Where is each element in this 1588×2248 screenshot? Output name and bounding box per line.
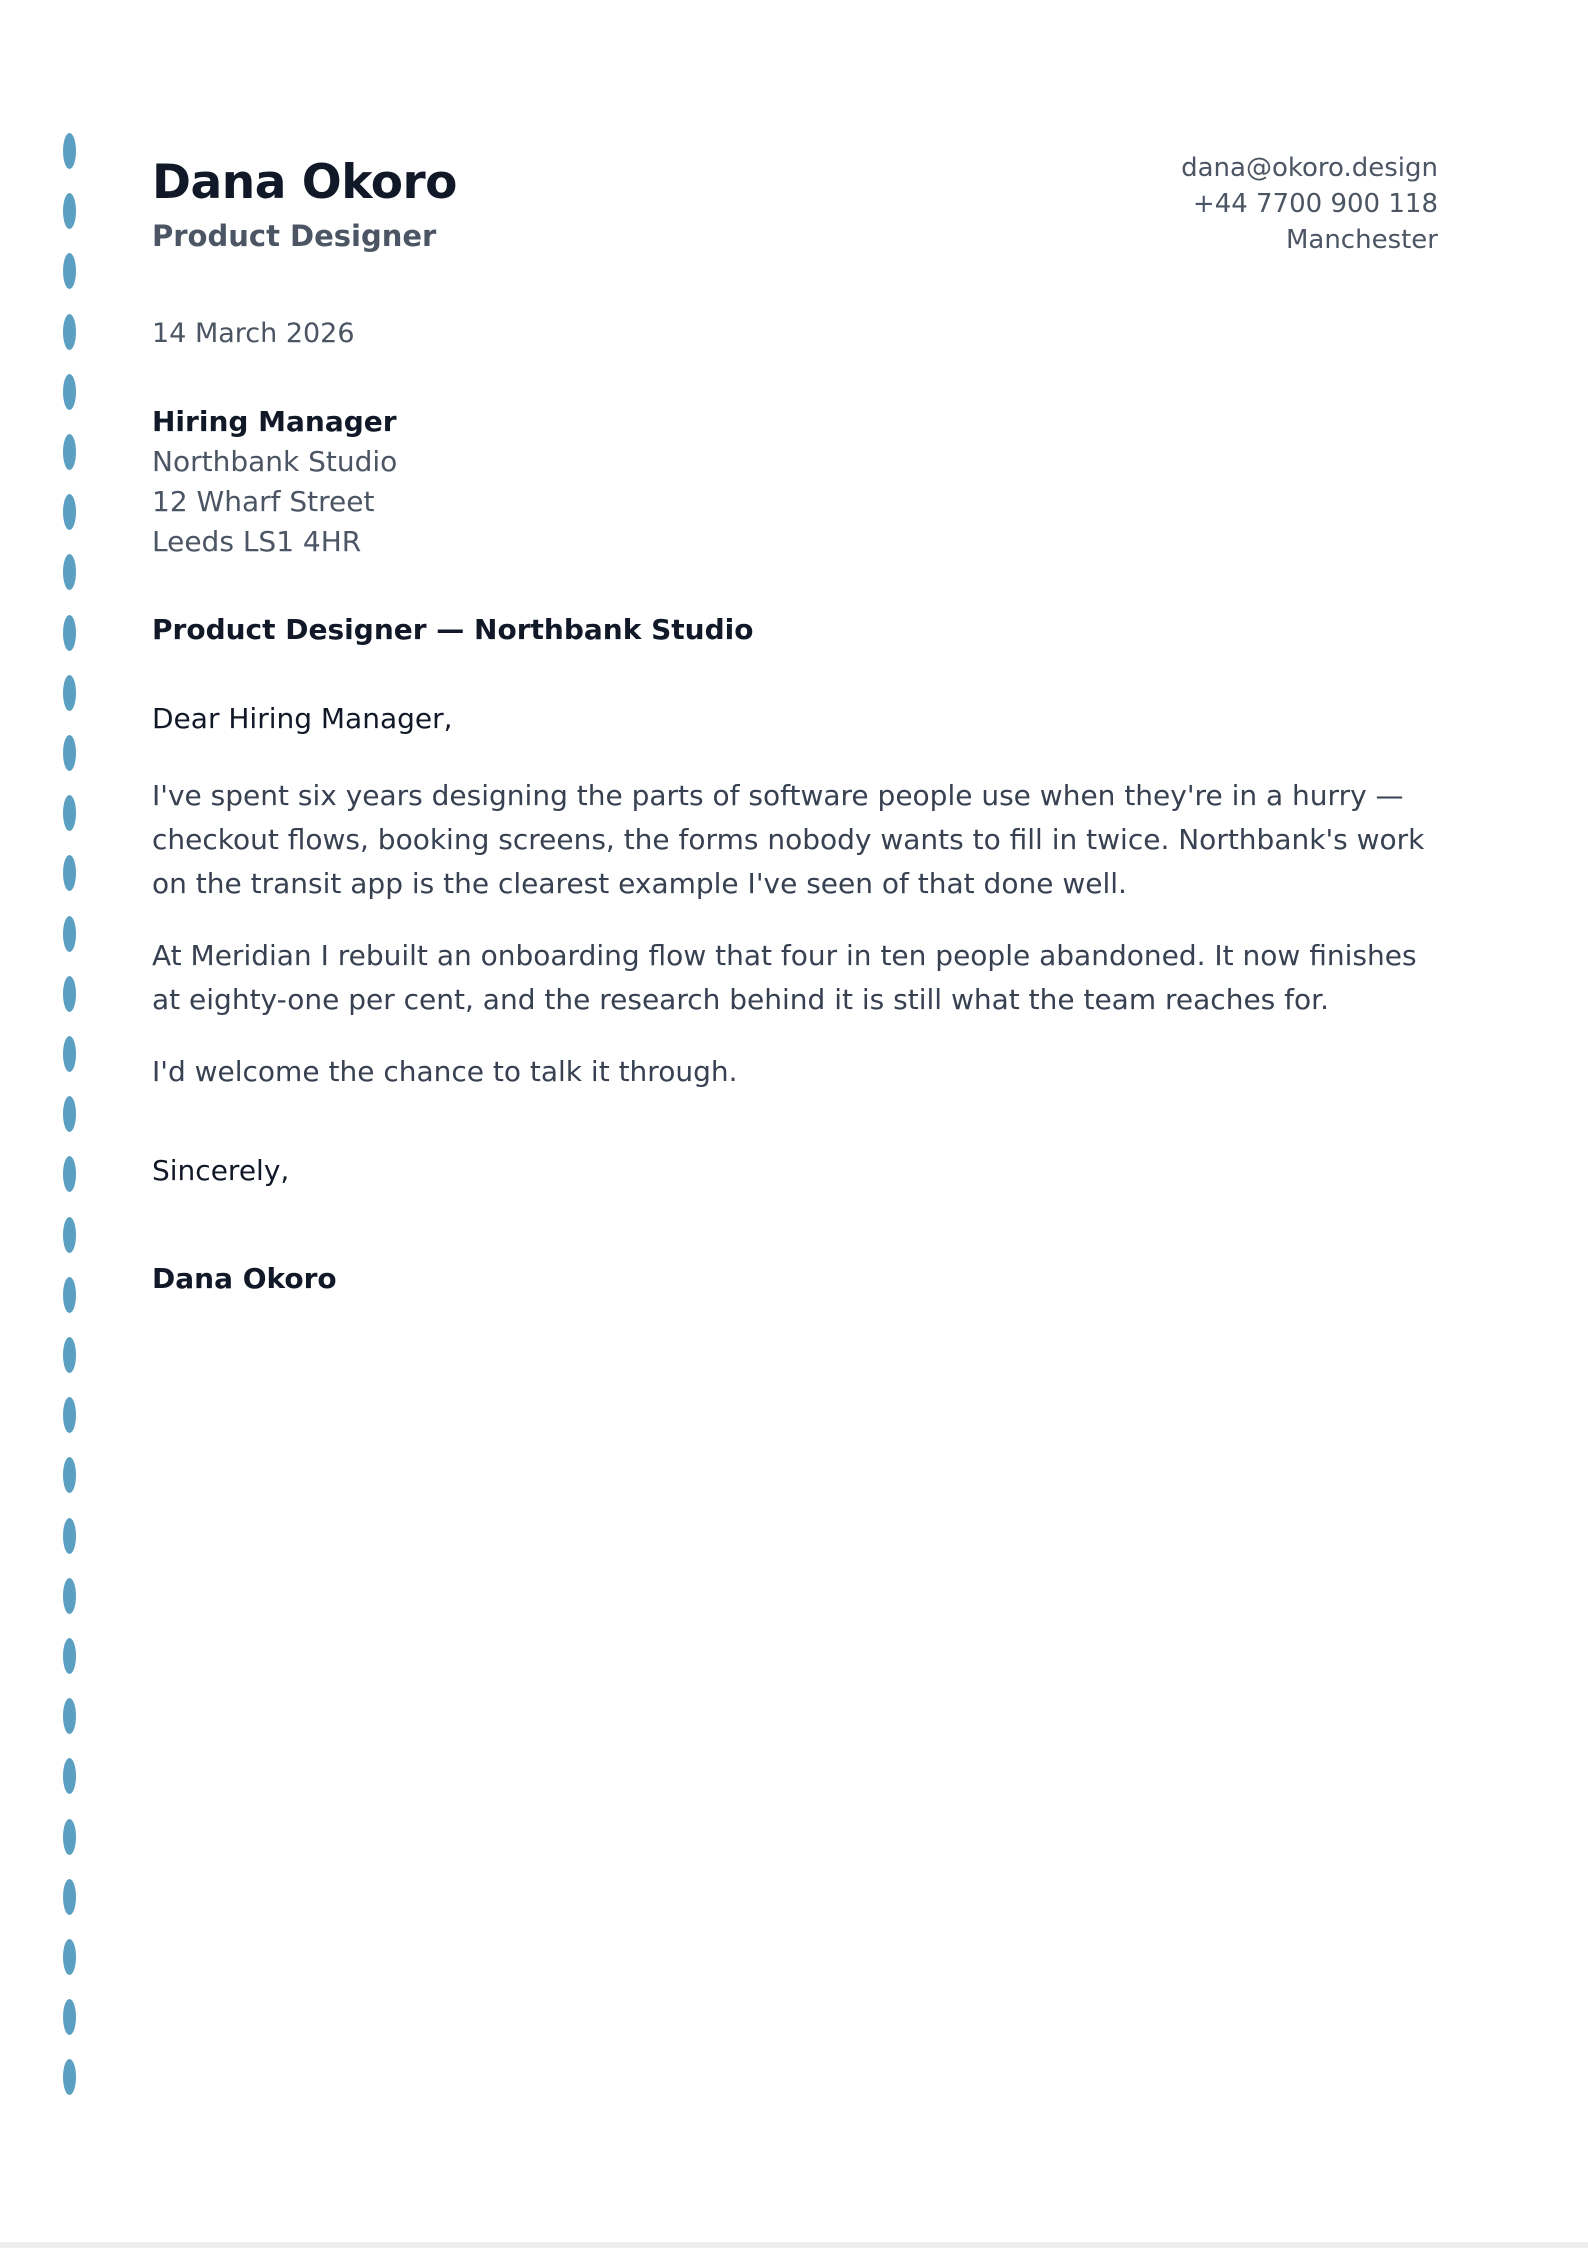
border-dot (63, 1156, 76, 1192)
border-dot (63, 1217, 76, 1253)
border-dot (63, 976, 76, 1012)
sender-phone: +44 7700 900 118 (1192, 189, 1438, 219)
border-dot (63, 1397, 76, 1433)
decorative-dot-border (63, 133, 77, 2113)
recipient-city: Leeds LS1 4HR (152, 525, 362, 558)
border-dot (63, 1578, 76, 1614)
border-dot (63, 494, 76, 530)
border-dot (63, 2059, 76, 2095)
letter-subject: Product Designer — Northbank Studio (152, 613, 754, 646)
border-dot (63, 434, 76, 470)
border-dot (63, 1277, 76, 1313)
letter-date: 14 March 2026 (152, 318, 355, 349)
border-dot (63, 675, 76, 711)
border-dot (63, 133, 76, 169)
body-paragraph: At Meridian I rebuilt an onboarding flow that four in ten people abandoned. It now finishes at eighty-one per cent, and the research behind it is still what the team reaches for. (152, 939, 1417, 1016)
recipient-company: Northbank Studio (152, 445, 398, 478)
border-dot (63, 795, 76, 831)
border-dot (63, 1638, 76, 1674)
border-dot (63, 1879, 76, 1915)
border-dot (63, 1939, 76, 1975)
sender-contact (1181, 150, 1438, 258)
border-dot (63, 1457, 76, 1493)
border-dot (63, 554, 76, 590)
border-dot (63, 1096, 76, 1132)
signature: Dana Okoro (152, 1262, 337, 1295)
border-dot (63, 374, 76, 410)
sender-city: Manchester (1285, 225, 1438, 255)
border-dot (63, 314, 76, 350)
sender-name: Dana Okoro (152, 155, 457, 210)
border-dot (63, 916, 76, 952)
border-dot (63, 1518, 76, 1554)
letter-header (152, 150, 1438, 270)
salutation: Dear Hiring Manager, (152, 702, 453, 735)
border-dot (63, 253, 76, 289)
recipient-street: 12 Wharf Street (152, 485, 375, 518)
border-dot (63, 1698, 76, 1734)
body-paragraph: I'd welcome the chance to talk it through. (152, 1055, 738, 1088)
border-dot (63, 1036, 76, 1072)
border-dot (63, 735, 76, 771)
sender-email: dana@okoro.design (1181, 153, 1438, 183)
sender-role: Product Designer (152, 219, 437, 253)
border-dot (63, 615, 76, 651)
recipient-name: Hiring Manager (152, 405, 397, 438)
border-dot (63, 1999, 76, 2035)
closing: Sincerely, (152, 1154, 290, 1187)
border-dot (63, 1758, 76, 1794)
border-dot (63, 1819, 76, 1855)
border-dot (63, 1337, 76, 1373)
page-bottom-edge (0, 2242, 1588, 2248)
border-dot (63, 855, 76, 891)
body-paragraph: I've spent six years designing the parts of software people use when they're in a hurry — checkout flows, booking screens, the forms nobody wants to fill in twice. Northbank's work on the transit app is the clearest example I've seen of that done well. (152, 779, 1425, 900)
recipient-block (152, 402, 397, 562)
border-dot (63, 193, 76, 229)
letter-body (152, 774, 1442, 1122)
